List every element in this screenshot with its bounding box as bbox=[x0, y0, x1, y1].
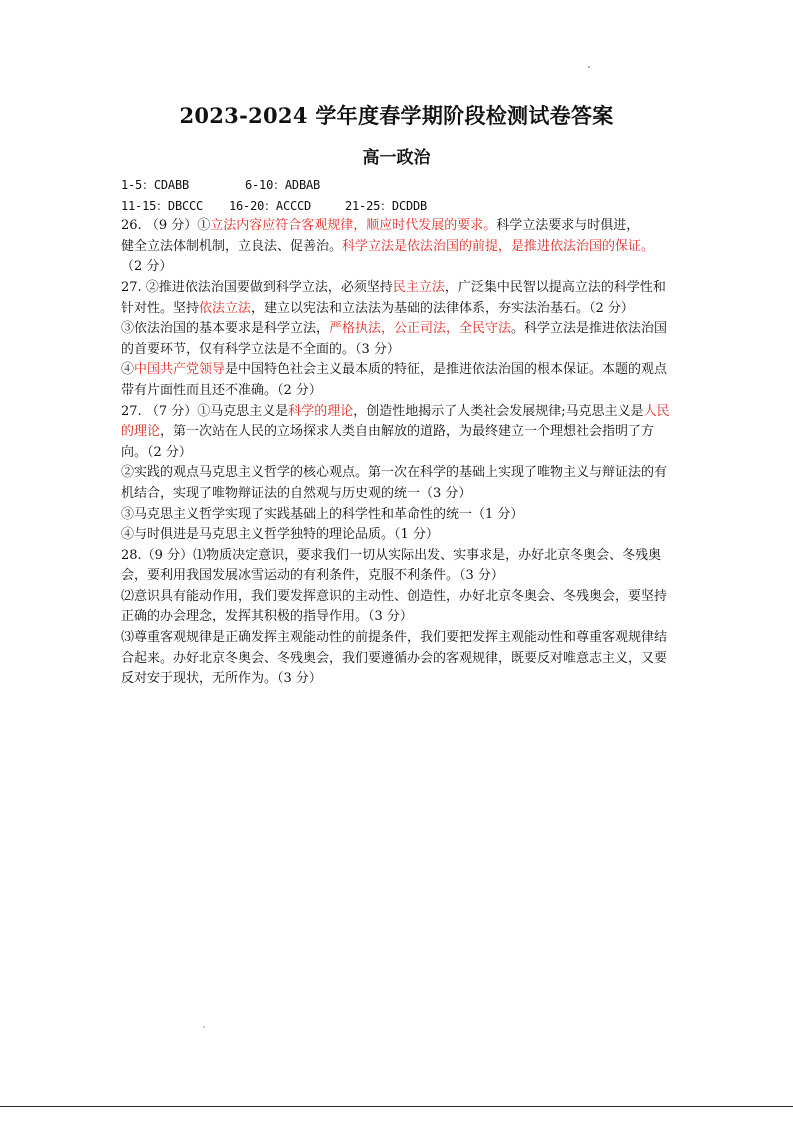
q26-answer-part-3 bbox=[121, 319, 677, 360]
score-note: （2 分） bbox=[121, 259, 173, 275]
answer-text: 是中国特色社会主义最本质的特征，是推进依法治国的根本保证。本题的观点带有片面性而且还不准确。（2 分） bbox=[121, 362, 668, 398]
answer-text: ④ bbox=[121, 362, 135, 378]
key-point: 严格执法，公正司法，全民守法 bbox=[329, 321, 512, 337]
key-point: 立法内容应符合客观规律，顺应时代发展的要求。 bbox=[210, 218, 497, 234]
choice-answer-group: 16-20：ACCCD bbox=[229, 198, 312, 213]
question-number: 26. bbox=[121, 218, 142, 234]
q27-answer-part-1 bbox=[121, 402, 677, 464]
q26-answer-part-4 bbox=[121, 360, 677, 401]
answer-text: ，广泛集中民智以提高立法的科学性和针对性。坚持 bbox=[121, 279, 666, 316]
choice-answer-group: 11-15：DBCCC bbox=[121, 198, 204, 213]
question-number: 27. bbox=[121, 279, 142, 295]
q26-answer-part-2 bbox=[121, 278, 677, 319]
score-note: （9 分）① bbox=[145, 218, 211, 234]
q28-answer-part-3: ⑶尊重客观规律是正确发挥主观能动性的前提条件，我们要把发挥主观能动性和尊重客观规律结合起来。办好北京冬奥会、冬残奥会，我们要遵循办会的客观规律，既要反对唯意志主义，又要反对安于现状，无所作为。（3 分） bbox=[121, 630, 668, 687]
answer-text: 健全立法体制机制，立良法、促善治。 bbox=[121, 238, 343, 254]
answer-text: ，建立以宪法和立法法为基础的法律体系，夯实法治基石。（2 分） bbox=[251, 300, 634, 316]
answer-text: ③依法治国的基本要求是科学立法， bbox=[121, 321, 330, 337]
q27-answer-part-3: ③马克思主义哲学实现了实践基础上的科学性和革命性的统一（1 分） bbox=[121, 506, 524, 522]
choice-answer-group: 6-10：ADBAB bbox=[245, 178, 321, 192]
answer-text: ②推进依法治国要做到科学立法，必须坚持 bbox=[145, 279, 393, 295]
q28-answer-part-1: 28.（9 分）⑴物质决定意识，要求我们一切从实际出发、实事求是，办好北京冬奥会、冬残奥会，要利用我国发展冰雪运动的有利条件，克服不利条件。（3 分） bbox=[121, 547, 662, 584]
page-title: 2023-2024 学年度春学期阶段检测试卷答案 bbox=[179, 103, 614, 128]
choice-answer-group: 21-25：DCDDB bbox=[345, 198, 428, 213]
key-point: 人民的理论 bbox=[121, 403, 670, 440]
page-bottom-rule bbox=[0, 1106, 793, 1107]
choice-answer-group: 1-5：CDABB bbox=[121, 178, 189, 192]
q28-answer-part-2: ⑵意识具有能动作用，我们要发挥意识的主动性、创造性，办好北京冬奥会、冬残奥会，要坚持正确的办会理念，发挥其积极的指导作用。（3 分） bbox=[121, 588, 668, 625]
answer-content bbox=[121, 175, 677, 690]
scan-speck bbox=[588, 66, 590, 68]
key-point: 依法立法 bbox=[199, 300, 252, 316]
key-point: 中国共产党领导 bbox=[134, 362, 226, 378]
q27-answer-part-2: ②实践的观点马克思主义哲学的核心观点。第一次在科学的基础上实现了唯物主义与辩证法的有机结合，实现了唯物辩证法的自然观与历史观的统一（3 分） bbox=[121, 465, 668, 501]
q26-answer-part-1 bbox=[121, 216, 677, 278]
answer-text: 科学立法要求与时俱进， bbox=[496, 218, 640, 234]
key-point: 科学立法是依法治国的前提，是推进依法治国的保证。 bbox=[342, 238, 655, 254]
scan-speck bbox=[203, 1026, 205, 1028]
subject-title: 高一政治 bbox=[362, 148, 431, 168]
key-point: 民主立法 bbox=[392, 279, 445, 295]
question-number: 27. bbox=[121, 403, 142, 419]
answer-text: ，第一次站在人民的立场探求人类自由解放的道路，为最终建立一个理想社会指明了方向。（2 分） bbox=[121, 424, 655, 460]
answer-text: ，创造性地揭示了人类社会发展规律;马克思主义是 bbox=[353, 403, 644, 419]
answer-text: 。科学立法是推进依法治国的首要环节，仅有科学立法是不全面的。（3 分） bbox=[121, 321, 668, 357]
choice-answers-row-2 bbox=[121, 196, 677, 217]
choice-answers-row-1 bbox=[121, 175, 677, 196]
q27-answer-part-4: ④与时俱进是马克思主义哲学独特的理论品质。（1 分） bbox=[121, 527, 439, 543]
key-point: 科学的理论 bbox=[288, 403, 354, 419]
answer-text: （7 分）①马克思主义是 bbox=[145, 403, 289, 419]
